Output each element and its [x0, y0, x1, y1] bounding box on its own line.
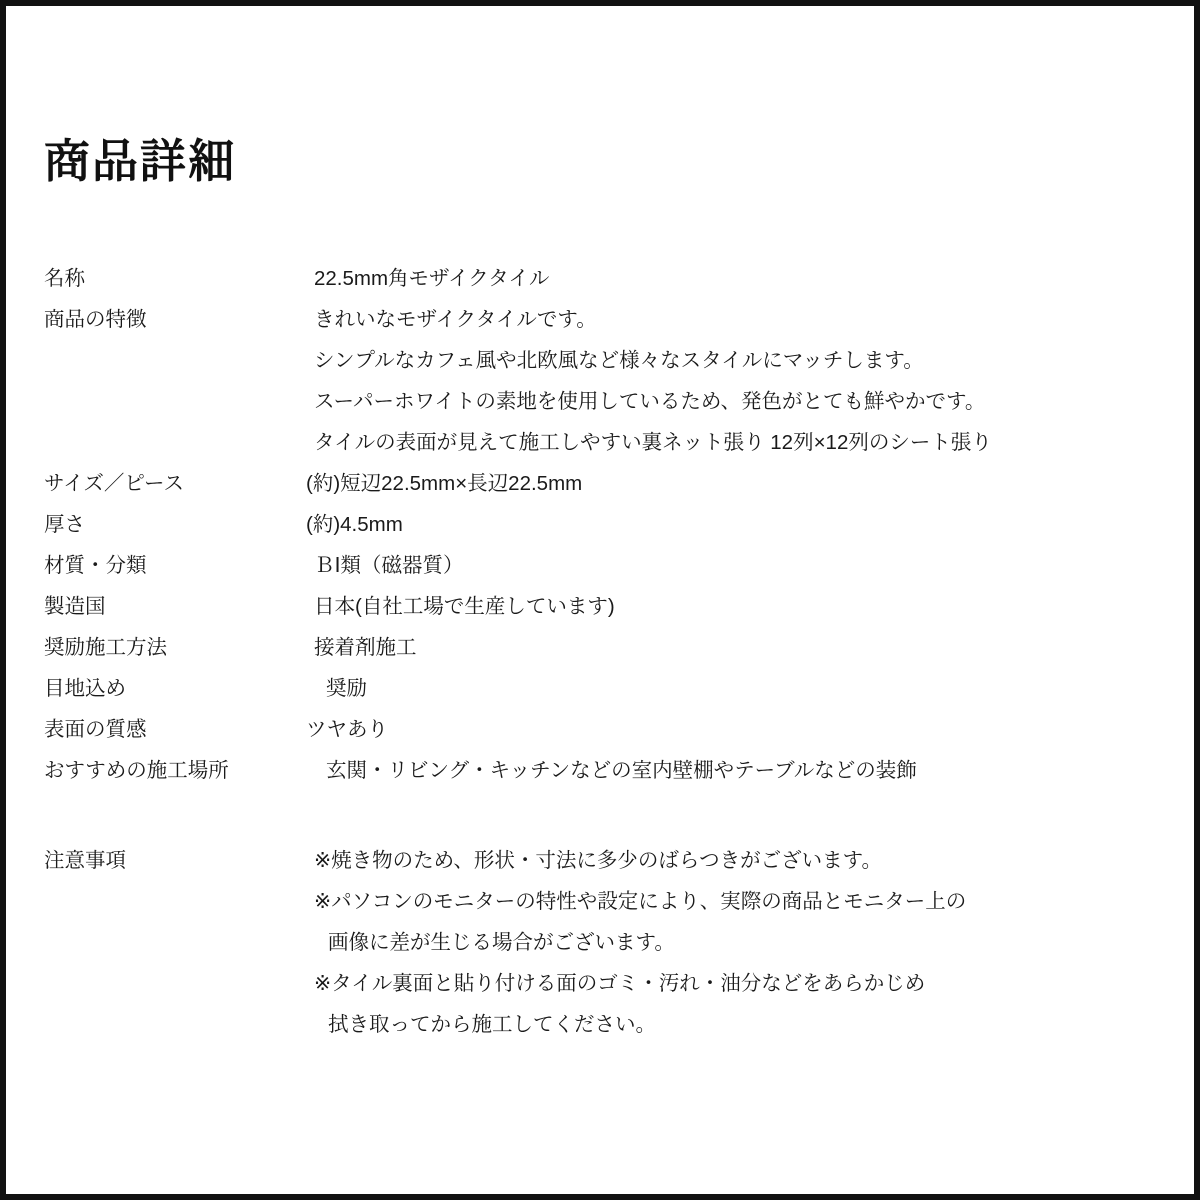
- table-row: [44, 463, 1154, 504]
- spec-value-country: [306, 586, 1154, 627]
- spec-value-thickness: [306, 504, 1154, 545]
- spec-value-recommended-place: [306, 750, 1154, 791]
- spec-value-size: [306, 463, 1154, 504]
- spec-line: 22.5mm角モザイクタイル: [314, 267, 550, 290]
- spec-line: スーパーホワイトの素地を使用しているため、発色がとても鮮やかです。: [314, 390, 986, 413]
- spec-line: 接着剤施工: [314, 636, 417, 659]
- spec-value-grout: [306, 668, 1154, 709]
- notes-label: 注意事項: [44, 849, 126, 872]
- spec-value-material: [306, 545, 1154, 586]
- notes-value: [306, 840, 1154, 1045]
- table-row: [44, 668, 1154, 709]
- spec-line: (約)短辺22.5mm×長辺22.5mm: [306, 472, 583, 495]
- table-row: [44, 504, 1154, 545]
- table-row: [44, 258, 1154, 299]
- table-row: [44, 627, 1154, 668]
- spec-label-material: 材質・分類: [44, 554, 147, 577]
- spec-line: ＢⅠ類（磁器質）: [314, 554, 464, 577]
- notes-table: [44, 840, 1154, 1045]
- spec-line: タイルの表面が見えて施工しやすい裏ネット張り 12列×12列のシート張り: [314, 431, 992, 454]
- table-row: [44, 545, 1154, 586]
- spec-label-thickness: 厚さ: [44, 513, 85, 536]
- note-line: ※焼き物のため、形状・寸法に多少のばらつきがございます。: [314, 849, 883, 872]
- spec-value-finish: [306, 709, 1154, 750]
- spec-line: (約)4.5mm: [306, 513, 403, 536]
- spec-line: 玄関・リビング・キッチンなどの室内壁棚やテーブルなどの装飾: [326, 759, 917, 782]
- table-row: [44, 586, 1154, 627]
- spec-line: シンプルなカフェ風や北欧風など様々なスタイルにマッチします。: [314, 349, 924, 372]
- spec-line: 奨励: [326, 677, 367, 700]
- spec-line: ツヤあり: [306, 718, 388, 741]
- spec-label-recommended-place: おすすめの施工場所: [44, 759, 229, 782]
- spec-label-size: サイズ／ピース: [44, 472, 185, 495]
- table-row: [44, 299, 1154, 463]
- spec-label-finish: 表面の質感: [44, 718, 147, 741]
- spec-line: 日本(自社工場で生産しています): [314, 595, 615, 618]
- specification-table: [44, 258, 1154, 791]
- table-row: [44, 709, 1154, 750]
- spec-label-grout: 目地込め: [44, 677, 126, 700]
- note-line: 画像に差が生じる場合がございます。: [328, 931, 675, 954]
- spec-label-name: 名称: [44, 267, 85, 290]
- spec-value-method: [306, 627, 1154, 668]
- note-line: ※パソコンのモニターの特性や設定により、実際の商品とモニター上の: [314, 890, 967, 913]
- table-row: [44, 840, 1154, 1045]
- spec-label-method: 奨励施工方法: [44, 636, 167, 659]
- spec-label-features: 商品の特徴: [44, 308, 147, 331]
- spec-label-country: 製造国: [44, 595, 106, 618]
- note-line: 拭き取ってから施工してください。: [328, 1013, 656, 1036]
- table-row: [44, 750, 1154, 791]
- spec-line: きれいなモザイクタイルです。: [314, 308, 597, 331]
- page-title: 商品詳細: [44, 135, 236, 187]
- spec-value-features: [306, 299, 1154, 463]
- note-line: ※タイル裏面と貼り付ける面のゴミ・汚れ・油分などをあらかじめ: [314, 972, 926, 995]
- spec-value-name: [306, 258, 1154, 299]
